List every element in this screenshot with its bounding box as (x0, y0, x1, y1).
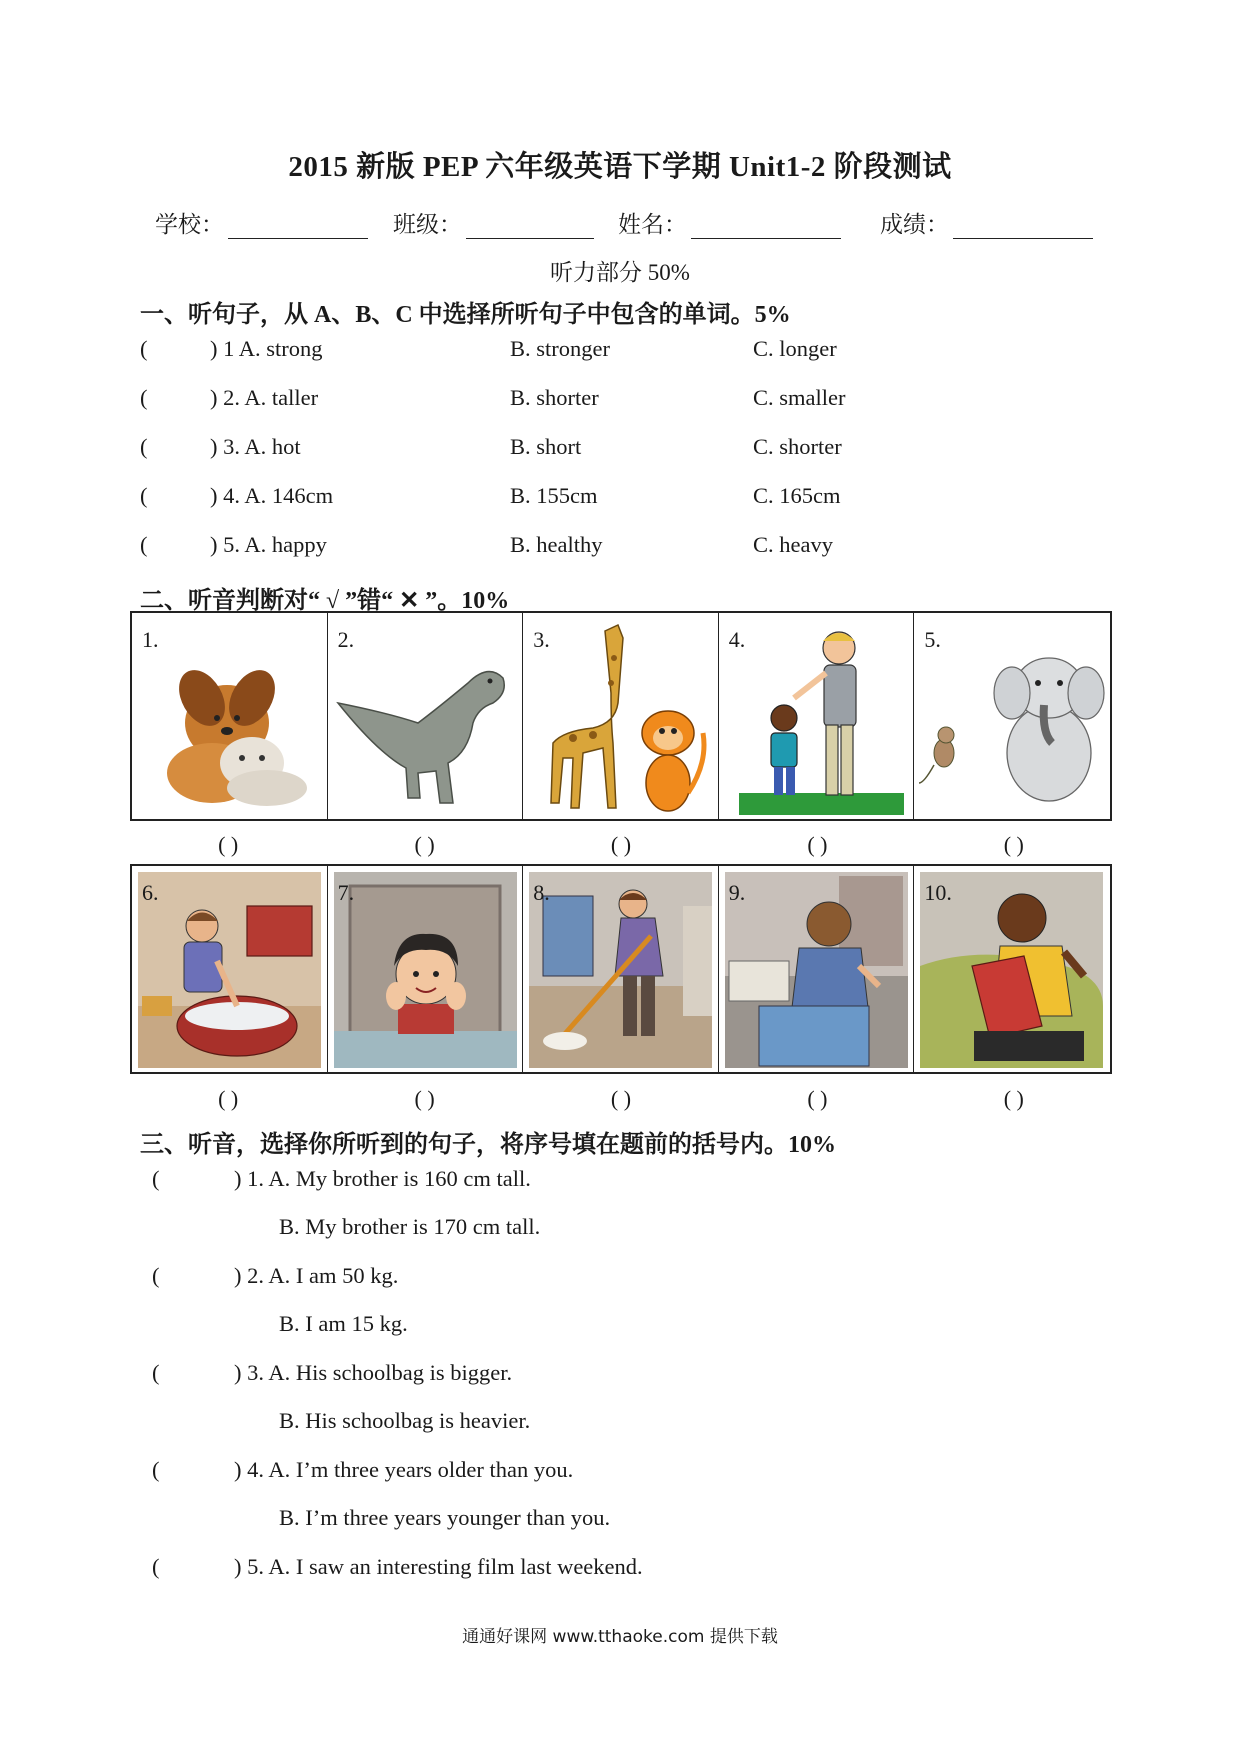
answer-slot-2[interactable]: ( ) (414, 832, 435, 857)
section3-q1-option-a: ) 1. A. My brother is 160 cm tall. (234, 1166, 531, 1191)
answer-slot-6[interactable]: ( ) (218, 1086, 239, 1111)
score-blank[interactable] (953, 215, 1093, 239)
answer-slot-4[interactable]: ( ) (807, 832, 828, 857)
picture-cell-4: 4. (719, 613, 915, 819)
answer-row-2 (130, 1086, 1112, 1112)
name-field (618, 206, 841, 239)
page-footer: 通通好课网 www.tthaoke.com 提供下载 (462, 1627, 778, 1647)
section3-q4-option-a: ) 4. A. I’m three years older than you. (234, 1457, 574, 1482)
section1-question-5: ( ) 5. A. happy B. healthy C. heavy (140, 532, 833, 557)
answer-slot-3[interactable]: ( ) (610, 832, 632, 857)
giraffe-and-monkey-illustration (523, 613, 718, 819)
section3-q3-paren[interactable]: ( (152, 1360, 160, 1385)
name-label: 姓名： (618, 212, 687, 237)
answer-slot-10[interactable]: ( ) (1003, 1086, 1024, 1111)
section3-q1-paren[interactable]: ( (152, 1166, 160, 1191)
section3-q2-option-b: B. I am 15 kg. (279, 1311, 408, 1336)
score-field (880, 206, 1093, 239)
listening-part-label: 听力部分 50% (550, 260, 690, 285)
picture-cell-1: 1. (132, 613, 328, 819)
school-field (155, 206, 368, 239)
section1-question-1: ( ) 1 A. strong B. stronger C. longer (140, 336, 837, 361)
class-field (393, 206, 594, 239)
section3-q4-option-b: B. I’m three years younger than you. (279, 1505, 611, 1530)
section3-q5-paren[interactable]: ( (152, 1554, 160, 1579)
boy-at-window-illustration (328, 866, 523, 1072)
dinosaur-illustration (328, 613, 523, 819)
man-and-boy-illustration (719, 613, 914, 819)
page-title: 2015 新版 PEP 六年级英语下学期 Unit1-2 阶段测试 (288, 151, 952, 183)
picture-cell-10: 10. (914, 866, 1110, 1072)
picture-cell-7: 7. (328, 866, 524, 1072)
score-label: 成绩： (880, 212, 949, 237)
school-label: 学校： (155, 212, 224, 237)
answer-slot-1[interactable]: ( ) (218, 832, 239, 857)
section3-q4-paren[interactable]: ( (152, 1457, 160, 1482)
section2-heading: 二、听音判断对“ √ ”错“ ✕ ”。10% (140, 588, 510, 614)
section3-heading: 三、听音，选择你所听到的句子，将序号填在题前的括号内。10% (140, 1132, 836, 1158)
class-blank[interactable] (466, 215, 594, 239)
picture-cell-9: 9. (719, 866, 915, 1072)
answer-slot-7[interactable]: ( ) (414, 1086, 435, 1111)
section3-q2-option-a: ) 2. A. I am 50 kg. (234, 1263, 399, 1288)
mouse-and-elephant-illustration (914, 613, 1109, 819)
picture-cell-5: 5. (914, 613, 1110, 819)
section3-q5-option-a: ) 5. A. I saw an interesting film last weekend. (234, 1554, 643, 1579)
section3-q1-option-b: B. My brother is 170 cm tall. (279, 1214, 541, 1239)
section1-heading: 一、听句子，从 A、B、C 中选择所听句子中包含的单词。5% (140, 302, 791, 328)
picture-row-2 (130, 864, 1112, 1074)
answer-slot-9[interactable]: ( ) (807, 1086, 828, 1111)
section1-question-4: ( ) 4. A. 146cm B. 155cm C. 165cm (140, 483, 841, 508)
name-blank[interactable] (691, 215, 841, 239)
dog-and-cat-illustration (132, 613, 327, 819)
section1-question-3: ( ) 3. A. hot B. short C. shorter (140, 434, 842, 459)
section3-q2-paren[interactable]: ( (152, 1263, 160, 1288)
picture-cell-3: 3. (523, 613, 719, 819)
boy-washing-clothes-illustration (132, 866, 327, 1072)
section3-q3-option-a: ) 3. A. His schoolbag is bigger. (234, 1360, 513, 1385)
picture-row-1 (130, 611, 1112, 821)
answer-row-1 (130, 832, 1112, 858)
picture-cell-2: 2. (328, 613, 524, 819)
school-blank[interactable] (228, 215, 368, 239)
picture-cell-6: 6. (132, 866, 328, 1072)
section1-question-2: ( ) 2. A. taller B. shorter C. smaller (140, 385, 846, 410)
answer-slot-8[interactable]: ( ) (610, 1086, 632, 1111)
student-info-row (155, 206, 1105, 240)
boy-doing-homework-illustration (719, 866, 914, 1072)
class-label: 班级： (393, 212, 462, 237)
section3-q3-option-b: B. His schoolbag is heavier. (279, 1408, 531, 1433)
picture-cell-8: 8. (523, 866, 719, 1072)
boy-mopping-floor-illustration (523, 866, 718, 1072)
answer-slot-5[interactable]: ( ) (1003, 832, 1024, 857)
